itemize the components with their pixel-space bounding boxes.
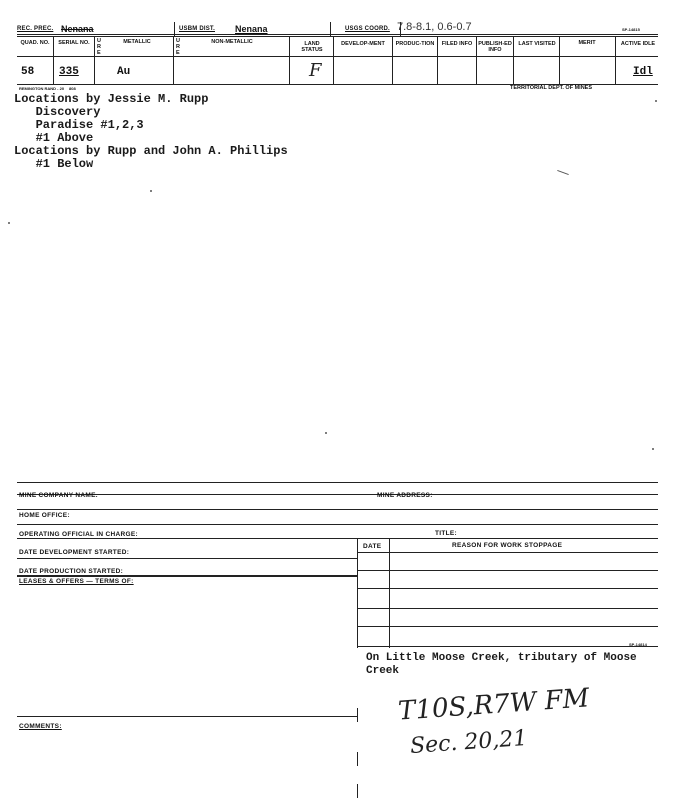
date-production-label: DATE PRODUCTION STARTED: [19,568,124,575]
handwritten-section: Sec. 20,21 [409,725,529,760]
note-line: #1 Above [14,131,94,145]
location-note [366,652,656,678]
note-line: Paradise #1,2,3 [14,118,144,132]
note-line: Locations by Rupp and John A. Phillips [14,144,288,158]
header-strip [17,22,658,92]
lower-form [17,472,658,804]
date-development-label: DATE DEVELOPMENT STARTED: [19,549,130,556]
date-col-header: DATE [363,543,382,550]
comments-label: COMMENTS: [19,723,62,730]
col-land-status: LAND STATUS [301,41,323,53]
scan-speck [652,448,654,450]
mine-company-label: MINE COMPANY NAME. [19,492,98,499]
col-metallic: METALLIC [123,39,151,45]
col-metallic-code: U R E [97,38,101,56]
row-land-status: F [309,60,322,81]
col-active-idle: ACTIVE IDLE [620,41,656,47]
col-nonmetallic-code: U R E [176,38,180,56]
typed-notes [14,92,288,170]
row-serial: 335 [59,66,79,78]
note-line: Discovery [14,105,101,119]
row-quad: 58 [21,66,35,78]
handwritten-township: T10S,R7W FM [397,683,591,727]
usgs-coord-label: USGS COORD. [345,26,390,32]
col-merit: MERIT [578,40,596,46]
usbm-dist-label: USBM DIST. [179,26,216,32]
usgs-coord-value: 7.8-8.1, 0.6-0.7 [397,21,472,33]
col-serial-no: SERIAL NO. [58,40,90,46]
col-nonmetallic: NON-METALLIC [211,39,253,45]
home-office-label: HOME OFFICE: [19,512,70,519]
col-published-info: PUBLISH-ED INFO [478,41,512,53]
note-line: #1 Below [14,157,94,171]
col-development: DEVELOP-MENT [341,41,385,47]
rec-prec-value: Nenana [61,24,94,34]
operating-official-label: OPERATING OFFICIAL IN CHARGE: [19,531,138,538]
row-metallic: Au [117,66,131,78]
printer-mark: REMINGTON RAND - 20 [19,86,65,91]
leases-offers-label: LEASES & OFFERS — TERMS OF: [19,578,134,585]
col-production: PRODUC-TION [395,41,435,47]
form-code-top: SP-14815 [622,27,640,32]
location-note-text: On Little Moose Creek, tributary of Moose Creek [366,652,637,677]
form-code-bottom: SP-14814 [629,642,647,647]
row-active-idle: Idl [633,66,653,78]
scan-speck [150,190,152,192]
title-label: TITLE: [435,530,458,537]
territorial-dept: TERRITORIAL DEPT. OF MINES [510,85,592,91]
note-line: Locations by Jessie M. Rupp [14,92,209,106]
mine-address-label: MINE ADDRESS: [377,492,433,499]
rec-prec-label: REC. PREC. [17,26,54,32]
scan-speck [8,222,10,224]
col-filed-info: FILED INFO [441,41,473,47]
col-quad-no: QUAD. NO. [20,40,50,46]
scan-speck [325,432,327,434]
reason-col-header: REASON FOR WORK STOPPAGE [452,542,563,549]
col-last-visited: LAST VISITED [518,41,556,47]
scan-speck [655,100,657,102]
usbm-dist-value: Nenana [235,24,268,34]
scan-speck [557,170,569,175]
printer-code: 808 [69,86,76,91]
